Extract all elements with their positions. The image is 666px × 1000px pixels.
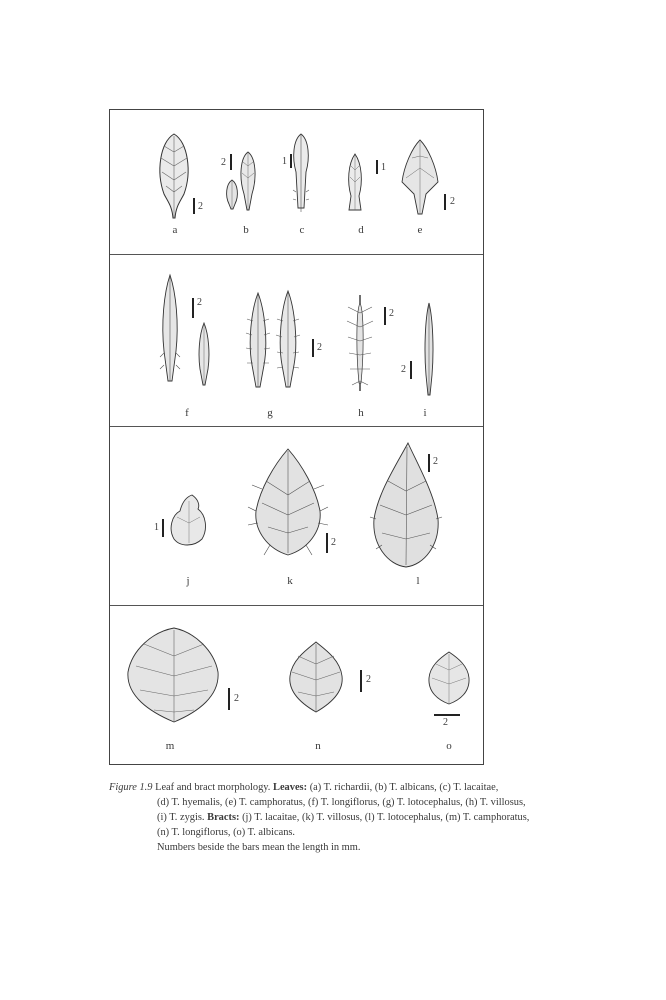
- panel-label-i: i: [423, 407, 427, 419]
- panel-label-h: h: [358, 407, 364, 419]
- panel-label-b: b: [243, 224, 249, 236]
- panel-label-c: c: [299, 224, 305, 236]
- bract-k-drawing: [246, 445, 330, 559]
- figure-row-2: 2 f 2 g 2 h 2 i: [110, 254, 483, 426]
- bracts-heading: Bracts:: [207, 812, 240, 823]
- caption-line-3a: (i) T. zygis.: [157, 812, 205, 823]
- caption-note: Numbers beside the bars mean the length in mm.: [157, 842, 361, 853]
- panel-label-g: g: [267, 407, 273, 419]
- figure-row-4: 2 m 2 n 2 o: [110, 605, 483, 765]
- caption-intro: Leaf and bract morphology.: [155, 782, 271, 793]
- caption-line-3b: (j) T. lacaitae, (k) T. villosus, (l) T. lotocephalus, (m) T. camphoratus,: [242, 812, 530, 823]
- scale-bar-o: [434, 714, 460, 716]
- figure-caption: [109, 780, 599, 855]
- bract-m-drawing: [124, 626, 222, 726]
- panel-label-f: f: [185, 407, 189, 419]
- panel-label-e: e: [417, 224, 423, 236]
- bract-o-drawing: [426, 650, 472, 706]
- leaf-f-small-drawing: [196, 321, 212, 387]
- figure-label: Figure 1.9: [109, 782, 153, 793]
- leaf-a-drawing: [154, 132, 194, 220]
- leaf-c-drawing: [290, 132, 312, 214]
- panel-label-j: j: [186, 575, 190, 587]
- leaf-f-large-drawing: [158, 273, 182, 385]
- panel-label-a: a: [172, 224, 178, 236]
- figure-row-3: 1 j 2 k 2 l: [110, 426, 483, 605]
- panel-label-d: d: [358, 224, 364, 236]
- caption-line-4: (n) T. longiflorus, (o) T. albicans.: [157, 827, 296, 838]
- figure-row-1: 2 a 2 b 1 c 1 d 2 e: [110, 110, 483, 254]
- panel-label-l: l: [416, 575, 420, 587]
- panel-label-o: o: [446, 740, 452, 752]
- bract-l-drawing: [370, 441, 442, 571]
- caption-line-2: (d) T. hyemalis, (e) T. camphoratus, (f) T. longiflorus, (g) T. lotocephalus, (h) T. villosus,: [157, 797, 526, 808]
- leaf-e-drawing: [400, 138, 440, 216]
- leaf-g-left-drawing: [244, 291, 272, 389]
- leaf-b-large-drawing: [238, 150, 258, 212]
- caption-line-1: (a) T. richardii, (b) T. albicans, (c) T. lacaitae,: [309, 782, 499, 793]
- leaf-g-right-drawing: [274, 289, 302, 389]
- leaves-heading: Leaves:: [273, 782, 308, 793]
- panel-label-k: k: [287, 575, 293, 587]
- leaf-h-drawing: [346, 293, 374, 393]
- bract-j-drawing: [168, 493, 210, 549]
- leaf-i-drawing: [422, 301, 436, 397]
- panel-label-n: n: [315, 740, 321, 752]
- leaf-d-drawing: [344, 152, 366, 214]
- bract-n-drawing: [286, 640, 346, 714]
- panel-label-m: m: [165, 740, 175, 752]
- figure-frame: [109, 109, 484, 765]
